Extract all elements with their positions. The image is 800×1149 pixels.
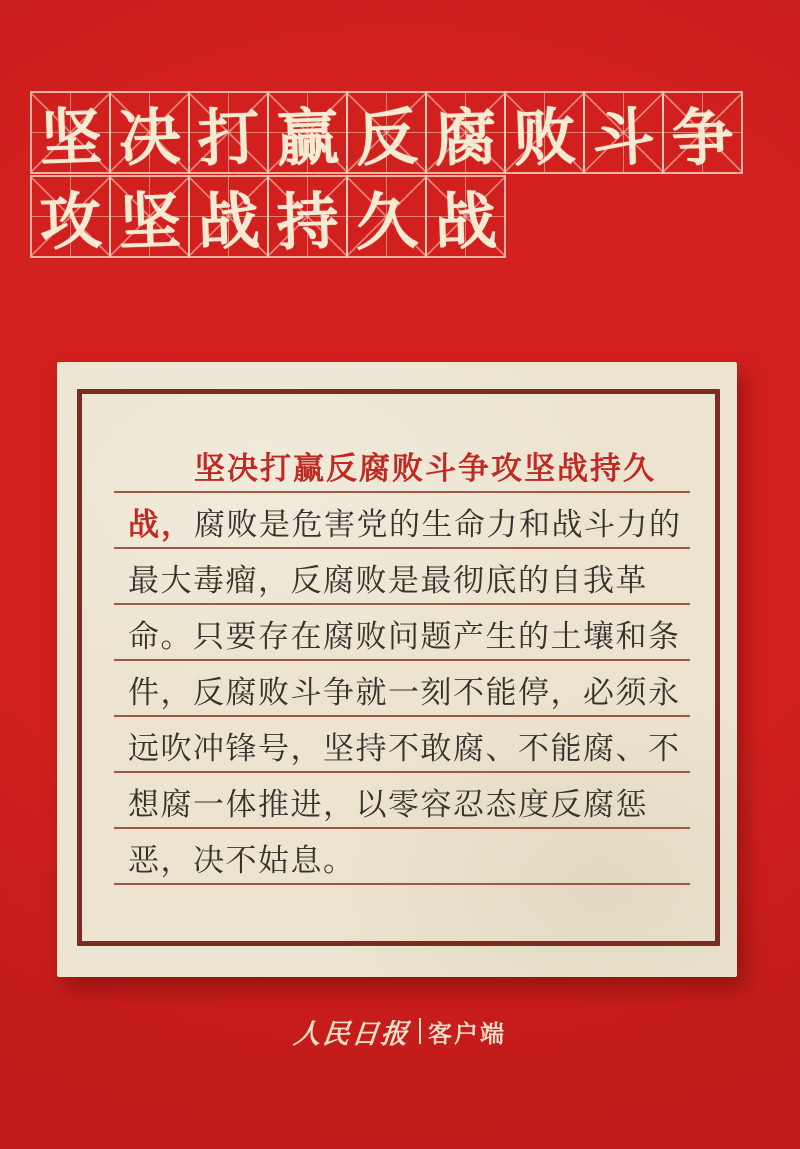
quote-card — [57, 362, 737, 977]
grid-cell — [425, 175, 506, 258]
quote-line — [114, 829, 690, 885]
grid-cell — [425, 91, 506, 174]
headline-grid-row-2 — [30, 175, 506, 258]
grid-cell — [188, 91, 269, 174]
quote-line — [114, 437, 690, 493]
quote-line — [114, 717, 690, 773]
calligraphy-char: 腐 — [433, 99, 498, 176]
client-label: 客户端 — [428, 1020, 506, 1048]
calligraphy-char: 决 — [117, 99, 182, 176]
quote-text-block — [114, 437, 690, 885]
calligraphy-char: 败 — [512, 99, 577, 176]
quote-body-text: 腐败是危害党的生命力和战斗力的 — [194, 506, 682, 542]
calligraphy-char: 反 — [354, 99, 419, 176]
calligraphy-char: 打 — [196, 99, 261, 176]
grid-cell — [109, 175, 190, 258]
grid-cell — [109, 91, 190, 174]
grid-cell — [267, 91, 348, 174]
grid-cell — [346, 91, 427, 174]
grid-cell — [30, 91, 111, 174]
quote-body-text: 恶，决不姑息。 — [128, 842, 356, 878]
quote-body-text: 想腐一体推进，以零容忍态度反腐惩 — [128, 786, 648, 822]
grid-cell — [30, 175, 111, 258]
calligraphy-char: 战 — [433, 183, 498, 260]
calligraphy-char: 战 — [196, 183, 261, 260]
grid-cell — [662, 91, 743, 174]
grid-cell — [583, 91, 664, 174]
calligraphy-char: 坚 — [38, 99, 103, 176]
quote-line — [114, 493, 690, 549]
grid-cell — [346, 175, 427, 258]
peoples-daily-logo: 人民日报 — [292, 1018, 412, 1050]
grid-cell — [504, 91, 585, 174]
calligraphy-char: 攻 — [38, 183, 103, 260]
quote-line — [114, 661, 690, 717]
quote-body-text: 远吹冲锋号，坚持不敢腐、不能腐、不 — [128, 730, 681, 766]
calligraphy-char: 持 — [275, 183, 340, 260]
grid-cell — [267, 175, 348, 258]
quote-body-text: 命。只要存在腐败问题产生的土壤和条 — [128, 618, 681, 654]
grid-cell — [188, 175, 269, 258]
calligraphy-char: 斗 — [591, 99, 656, 176]
quote-body-text: 最大毒瘤，反腐败是最彻底的自我革 — [128, 562, 648, 598]
quote-lead: 战， — [128, 506, 194, 542]
divider-bar — [419, 1018, 421, 1044]
headline-grid-row-1 — [30, 91, 743, 174]
brand-footer — [0, 1010, 800, 1052]
quote-line — [114, 549, 690, 605]
quote-title: 坚决打赢反腐败斗争攻坚战持久 — [194, 450, 656, 486]
quote-body-text: 件，反腐败斗争就一刻不能停，必须永 — [128, 674, 681, 710]
calligraphy-char: 久 — [354, 183, 419, 260]
calligraphy-char: 坚 — [117, 183, 182, 260]
quote-line — [114, 773, 690, 829]
calligraphy-char: 赢 — [275, 99, 340, 176]
calligraphy-char: 争 — [670, 99, 735, 176]
quote-line — [114, 605, 690, 661]
